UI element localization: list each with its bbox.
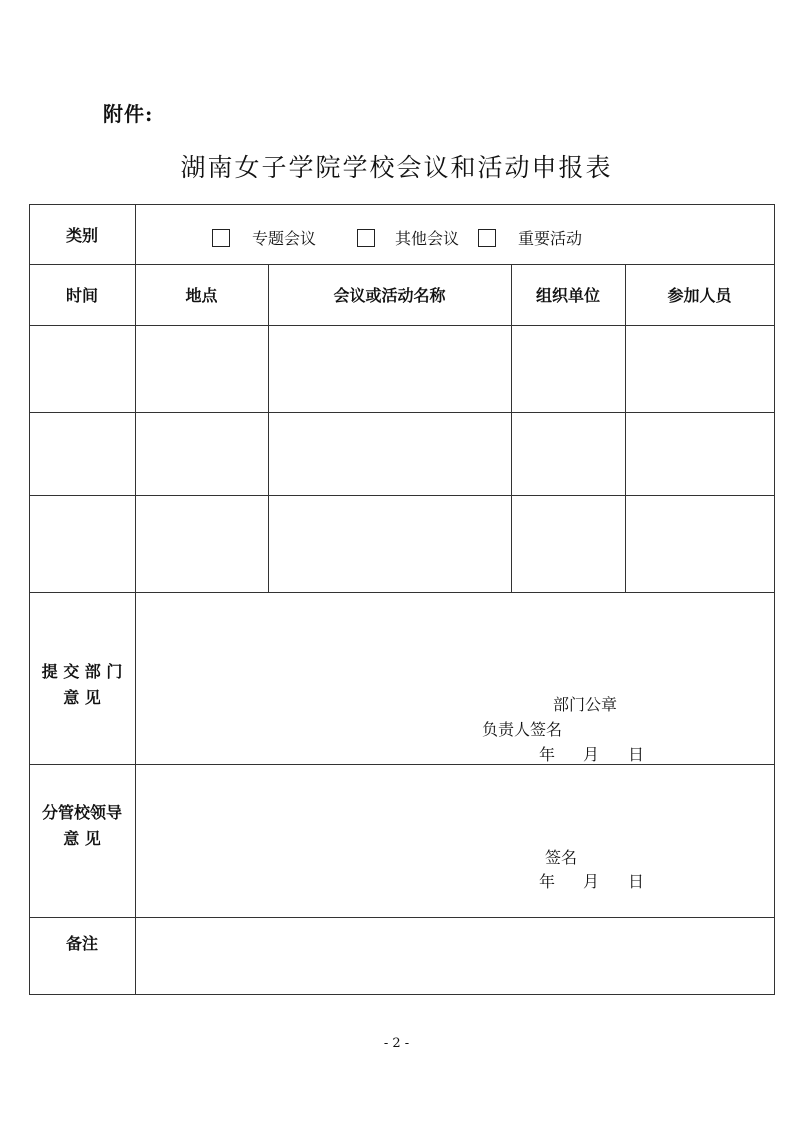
checkbox-important-activity[interactable] bbox=[478, 229, 496, 247]
remarks-field[interactable] bbox=[136, 918, 774, 994]
option-label: 其他会议 bbox=[395, 229, 460, 248]
column-header-event-name: 会议或活动名称 bbox=[333, 286, 446, 305]
department-seal-label: 部门公章 bbox=[553, 695, 618, 714]
date-year-label: 年 bbox=[539, 872, 556, 891]
leader-opinion-field[interactable] bbox=[136, 765, 774, 917]
table-row[interactable] bbox=[30, 413, 774, 495]
responsible-signer-label: 负责人签名 bbox=[482, 720, 563, 739]
column-header-organizer: 组织单位 bbox=[535, 286, 600, 305]
leader-signature-label: 签名 bbox=[545, 848, 578, 867]
option-special-meeting[interactable] bbox=[212, 226, 316, 249]
date-day-label: 日 bbox=[628, 745, 645, 764]
option-label: 专题会议 bbox=[252, 229, 317, 248]
checkbox-other-meeting[interactable] bbox=[357, 229, 375, 247]
column-header-location: 地点 bbox=[185, 286, 218, 305]
remarks-label: 备注 bbox=[65, 933, 98, 953]
leader-opinion-label: 分管校领导 意 见 bbox=[41, 803, 122, 848]
table-row[interactable] bbox=[30, 496, 774, 592]
attachment-label: 附件: bbox=[103, 102, 154, 126]
column-header-time: 时间 bbox=[65, 286, 98, 305]
checkbox-special-meeting[interactable] bbox=[212, 229, 230, 247]
submit-department-opinion-label: 提 交 部 门 意 见 bbox=[41, 662, 123, 707]
date-month-label: 月 bbox=[583, 745, 600, 764]
date-year-label: 年 bbox=[539, 745, 556, 764]
table-row[interactable] bbox=[30, 326, 774, 412]
option-other-meeting[interactable] bbox=[357, 226, 459, 249]
submit-department-opinion-field[interactable] bbox=[136, 593, 774, 764]
form-title: 湖南女子学院学校会议和活动申报表 bbox=[180, 153, 613, 182]
option-label: 重要活动 bbox=[518, 229, 583, 248]
option-important-activity[interactable] bbox=[478, 226, 582, 249]
date-day-label: 日 bbox=[628, 872, 645, 891]
column-header-participants: 参加人员 bbox=[667, 286, 732, 305]
page-number: - 2 - bbox=[383, 1036, 410, 1051]
date-month-label: 月 bbox=[583, 872, 600, 891]
category-label: 类别 bbox=[65, 225, 98, 245]
